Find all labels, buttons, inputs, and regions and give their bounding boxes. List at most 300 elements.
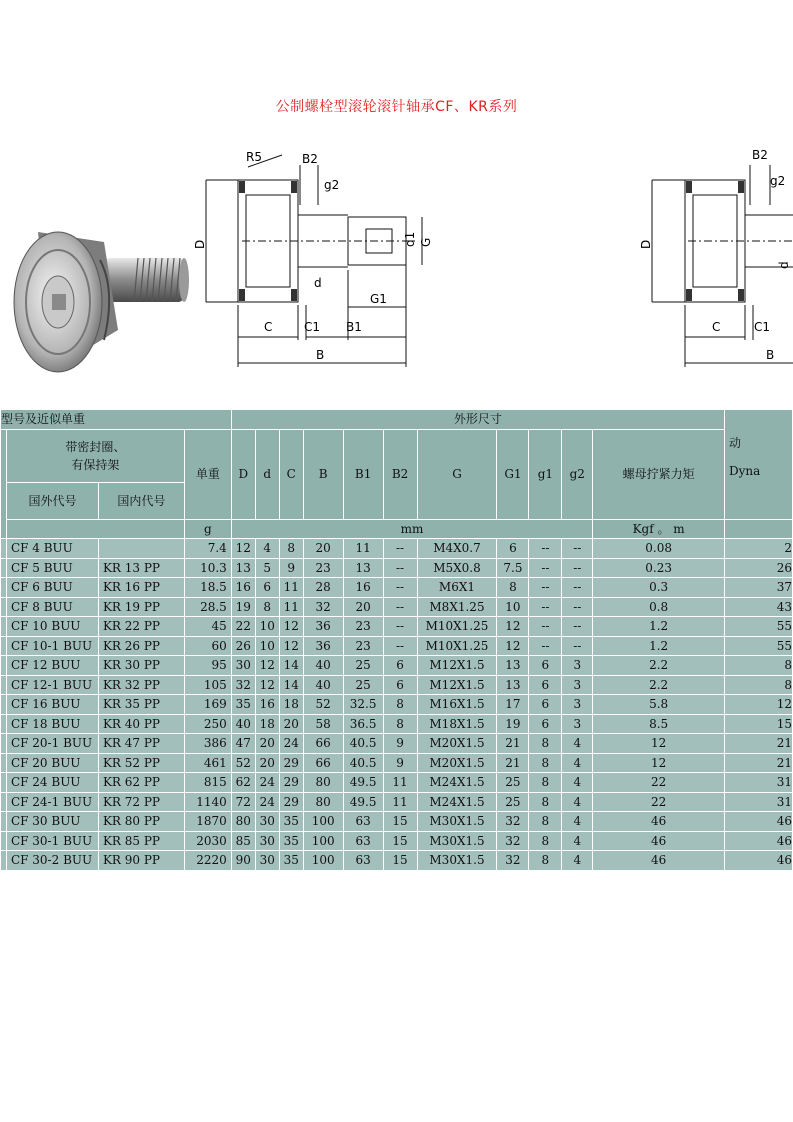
cell-b: 100: [303, 812, 343, 832]
header-col-B1: B1: [343, 429, 383, 519]
cell-g: M6X1: [417, 578, 497, 598]
cell-b1: 63: [343, 831, 383, 851]
cell-g: M18X1.5: [417, 714, 497, 734]
cell-weight: 2030: [184, 831, 231, 851]
cell-b: 66: [303, 734, 343, 754]
cell-g2: 4: [562, 753, 593, 773]
table-row: [1, 675, 793, 695]
cell-b2: --: [383, 578, 417, 598]
label-c1: C1: [304, 320, 321, 334]
alt-label-c1: C1: [754, 320, 771, 334]
cell-torque: 22: [593, 792, 725, 812]
cell-dynamic-load: 2: [725, 539, 793, 559]
header-col-G: G: [417, 429, 497, 519]
cell-foreign-code: CF 30-1 BUU: [6, 831, 98, 851]
page-title: 公制螺栓型滚轮滚针轴承CF、KR系列: [275, 99, 518, 115]
cell-dynamic-load: 26: [725, 558, 793, 578]
cell-torque: 0.3: [593, 578, 725, 598]
cell-b2: 6: [383, 656, 417, 676]
cell-b1: 32.5: [343, 695, 383, 715]
cell-c: 29: [279, 773, 303, 793]
cell-b1: 40.5: [343, 734, 383, 754]
cell-g: M10X1.25: [417, 617, 497, 637]
cell-d: 35: [231, 695, 255, 715]
cell-d: 10: [255, 617, 279, 637]
cell-c: 29: [279, 753, 303, 773]
label-g2: g2: [324, 178, 340, 192]
cell-b: 36: [303, 636, 343, 656]
cell-g1: 13: [497, 656, 529, 676]
cell-b1: 40.5: [343, 753, 383, 773]
table-row: [1, 578, 793, 598]
label-g1: G1: [370, 292, 387, 306]
table-row: [1, 773, 793, 793]
cell-torque: 46: [593, 812, 725, 832]
cell-weight: 7.4: [184, 539, 231, 559]
cell-b2: --: [383, 539, 417, 559]
cell-dynamic-load: 43: [725, 597, 793, 617]
cell-b2: 15: [383, 831, 417, 851]
cell-b: 28: [303, 578, 343, 598]
table-row: [1, 695, 793, 715]
cell-g1: 7.5: [497, 558, 529, 578]
cell-g2: 4: [562, 734, 593, 754]
cell-foreign-code: CF 30-2 BUU: [6, 851, 98, 871]
cell-d: 24: [255, 792, 279, 812]
cell-g2: 4: [562, 792, 593, 812]
cell-b: 100: [303, 831, 343, 851]
cell-b2: 8: [383, 714, 417, 734]
cell-b2: 9: [383, 753, 417, 773]
cell-d: 6: [255, 578, 279, 598]
cell-g1: --: [529, 617, 562, 637]
cell-g: M10X1.25: [417, 636, 497, 656]
cell-g2: --: [562, 597, 593, 617]
cell-d: 26: [231, 636, 255, 656]
cell-b1: 36.5: [343, 714, 383, 734]
cell-b2: 6: [383, 675, 417, 695]
cell-g1: 21: [497, 734, 529, 754]
cell-b2: --: [383, 558, 417, 578]
cell-d: 30: [255, 812, 279, 832]
alt-label-c: C: [712, 320, 721, 334]
header-spacer: [6, 519, 184, 539]
cell-torque: 5.8: [593, 695, 725, 715]
cell-g: M30X1.5: [417, 831, 497, 851]
cell-foreign-code: CF 6 BUU: [6, 578, 98, 598]
cell-g2: --: [562, 636, 593, 656]
cell-b1: 23: [343, 636, 383, 656]
cell-b1: 16: [343, 578, 383, 598]
cell-domestic-code: KR 30 PP: [98, 656, 184, 676]
label-d-outer: D: [193, 239, 207, 249]
cell-g1: 32: [497, 812, 529, 832]
cell-b1: 49.5: [343, 792, 383, 812]
cell-d: 20: [255, 734, 279, 754]
header-dyn-partial: 动 Dyna: [725, 410, 793, 520]
alt-label-b: B: [766, 348, 775, 362]
cell-g: M20X1.5: [417, 734, 497, 754]
cell-b: 40: [303, 656, 343, 676]
cell-g1: --: [529, 578, 562, 598]
header-dims-group: 外形尺寸: [231, 410, 724, 430]
cell-dynamic-load: 55: [725, 636, 793, 656]
cell-d: 90: [231, 851, 255, 871]
table-row: [1, 558, 793, 578]
table-row: [1, 597, 793, 617]
cell-b: 23: [303, 558, 343, 578]
header-foreign-code: 国外代号: [6, 482, 98, 519]
cell-c: 14: [279, 656, 303, 676]
header-torque: 螺母拧紧力矩: [593, 429, 725, 519]
cell-d: 20: [255, 753, 279, 773]
cell-d: 18: [255, 714, 279, 734]
cell-b1: 20: [343, 597, 383, 617]
header-col-D: D: [231, 429, 255, 519]
header-seal: 带密封圈、 有保持架: [6, 429, 184, 482]
cell-b1: 49.5: [343, 773, 383, 793]
cell-dynamic-load: 21: [725, 753, 793, 773]
header-weight-unit: g: [184, 519, 231, 539]
cell-domestic-code: KR 22 PP: [98, 617, 184, 637]
cell-dynamic-load: 37: [725, 578, 793, 598]
cell-c: 20: [279, 714, 303, 734]
cell-g2: 3: [562, 656, 593, 676]
cell-foreign-code: CF 20 BUU: [6, 753, 98, 773]
table-row: [1, 812, 793, 832]
cell-dynamic-load: 46: [725, 831, 793, 851]
cell-g1: 8: [529, 812, 562, 832]
cell-g1: 8: [529, 851, 562, 871]
cell-d: 5: [255, 558, 279, 578]
cell-dynamic-load: 8: [725, 656, 793, 676]
cell-g1: 10: [497, 597, 529, 617]
cell-g1: --: [529, 597, 562, 617]
cell-d: 30: [255, 831, 279, 851]
cell-d: 80: [231, 812, 255, 832]
cell-foreign-code: CF 12-1 BUU: [6, 675, 98, 695]
cell-g2: 3: [562, 675, 593, 695]
header-col-G1: G1: [497, 429, 529, 519]
cell-g: M12X1.5: [417, 656, 497, 676]
cell-b1: 25: [343, 656, 383, 676]
cell-g: M20X1.5: [417, 753, 497, 773]
cell-foreign-code: CF 12 BUU: [6, 656, 98, 676]
cell-weight: 250: [184, 714, 231, 734]
cell-g1: 19: [497, 714, 529, 734]
cell-foreign-code: CF 4 BUU: [6, 539, 98, 559]
cell-weight: 815: [184, 773, 231, 793]
cell-g1: --: [529, 539, 562, 559]
cell-foreign-code: CF 10 BUU: [6, 617, 98, 637]
cell-d: 40: [231, 714, 255, 734]
cell-b2: --: [383, 636, 417, 656]
cell-domestic-code: KR 85 PP: [98, 831, 184, 851]
cell-g1: 8: [529, 831, 562, 851]
cell-b: 20: [303, 539, 343, 559]
cell-b: 58: [303, 714, 343, 734]
cell-g1: --: [529, 636, 562, 656]
cell-g: M16X1.5: [417, 695, 497, 715]
table-row: [1, 636, 793, 656]
cell-d: 30: [231, 656, 255, 676]
cell-domestic-code: KR 72 PP: [98, 792, 184, 812]
cell-b1: 63: [343, 851, 383, 871]
cell-weight: 28.5: [184, 597, 231, 617]
cell-g1: 8: [529, 773, 562, 793]
cell-domestic-code: KR 13 PP: [98, 558, 184, 578]
cell-g1: 8: [529, 753, 562, 773]
cell-domestic-code: KR 26 PP: [98, 636, 184, 656]
cell-dynamic-load: 8: [725, 675, 793, 695]
cell-d: 22: [231, 617, 255, 637]
cell-b: 80: [303, 792, 343, 812]
cell-g: M30X1.5: [417, 851, 497, 871]
cell-domestic-code: KR 32 PP: [98, 675, 184, 695]
cell-b1: 23: [343, 617, 383, 637]
cell-foreign-code: CF 24-1 BUU: [6, 792, 98, 812]
cell-torque: 46: [593, 851, 725, 871]
label-r5: R5: [246, 150, 262, 164]
cell-foreign-code: CF 10-1 BUU: [6, 636, 98, 656]
cell-g: M4X0.7: [417, 539, 497, 559]
cell-weight: 60: [184, 636, 231, 656]
cell-d: 12: [231, 539, 255, 559]
label-c: C: [264, 320, 273, 334]
table-row: [1, 851, 793, 871]
cell-foreign-code: CF 20-1 BUU: [6, 734, 98, 754]
cell-b1: 25: [343, 675, 383, 695]
cell-dynamic-load: 31: [725, 773, 793, 793]
cell-d: 52: [231, 753, 255, 773]
cell-g1: 6: [529, 656, 562, 676]
cell-g1: 6: [529, 675, 562, 695]
cell-g: M24X1.5: [417, 792, 497, 812]
cell-d: 12: [255, 656, 279, 676]
cell-d: 4: [255, 539, 279, 559]
cell-b2: 15: [383, 851, 417, 871]
cell-dynamic-load: 46: [725, 812, 793, 832]
header-model-group: 型号及近似单重: [1, 410, 232, 430]
cross-section-drawing: [186, 145, 433, 375]
header-col-g1: g1: [529, 429, 562, 519]
label-d1: d1: [403, 231, 417, 247]
spec-table-body: [1, 539, 793, 871]
cell-b1: 63: [343, 812, 383, 832]
cell-torque: 12: [593, 753, 725, 773]
cell-b: 36: [303, 617, 343, 637]
cell-domestic-code: KR 47 PP: [98, 734, 184, 754]
alt-label-d-outer: D: [639, 239, 653, 249]
cell-dynamic-load: 15: [725, 714, 793, 734]
cell-d: 13: [231, 558, 255, 578]
cell-c: 18: [279, 695, 303, 715]
cell-g: M12X1.5: [417, 675, 497, 695]
cell-g1: 21: [497, 753, 529, 773]
cell-c: 11: [279, 597, 303, 617]
cell-b: 40: [303, 675, 343, 695]
cell-b2: --: [383, 617, 417, 637]
cell-g1: 25: [497, 792, 529, 812]
cell-c: 14: [279, 675, 303, 695]
table-row: [1, 656, 793, 676]
cell-c: 12: [279, 636, 303, 656]
cell-domestic-code: KR 16 PP: [98, 578, 184, 598]
cell-g2: --: [562, 558, 593, 578]
cell-dynamic-load: 21: [725, 734, 793, 754]
cell-d: 16: [231, 578, 255, 598]
cell-d: 8: [255, 597, 279, 617]
cell-g1: 17: [497, 695, 529, 715]
label-b: B: [316, 348, 325, 362]
cell-foreign-code: CF 16 BUU: [6, 695, 98, 715]
cell-b: 66: [303, 753, 343, 773]
header-col-C: C: [279, 429, 303, 519]
cell-d: 19: [231, 597, 255, 617]
label-g-thread: G: [419, 237, 433, 247]
cell-torque: 0.08: [593, 539, 725, 559]
header-row-2: [1, 429, 793, 482]
header-col-B2: B2: [383, 429, 417, 519]
cell-g2: 3: [562, 714, 593, 734]
header-torque-unit: Kgf 。 m: [593, 519, 725, 539]
cell-g1: 8: [529, 734, 562, 754]
header-domestic-code: 国内代号: [98, 482, 184, 519]
alt-label-d-inner: d: [777, 261, 791, 269]
cell-domestic-code: [98, 539, 184, 559]
cell-weight: 2220: [184, 851, 231, 871]
cell-c: 9: [279, 558, 303, 578]
cell-c: 35: [279, 812, 303, 832]
cell-torque: 1.2: [593, 617, 725, 637]
cell-foreign-code: CF 24 BUU: [6, 773, 98, 793]
cell-foreign-code: CF 18 BUU: [6, 714, 98, 734]
header-weight: 单重: [184, 429, 231, 519]
cell-b: 100: [303, 851, 343, 871]
alt-label-g2: g2: [770, 174, 786, 188]
cell-dynamic-load: 55: [725, 617, 793, 637]
table-row: [1, 734, 793, 754]
cell-d: 47: [231, 734, 255, 754]
header-unit-mm: mm: [231, 519, 592, 539]
cell-weight: 1140: [184, 792, 231, 812]
cell-g1: 6: [529, 714, 562, 734]
cell-b2: 9: [383, 734, 417, 754]
cell-c: 12: [279, 617, 303, 637]
cell-d: 85: [231, 831, 255, 851]
cell-weight: 18.5: [184, 578, 231, 598]
cell-torque: 46: [593, 831, 725, 851]
header-dyn-unit: [725, 519, 793, 539]
table-row: [1, 831, 793, 851]
table-row: [1, 753, 793, 773]
cell-b1: 11: [343, 539, 383, 559]
cell-g: M8X1.25: [417, 597, 497, 617]
cell-d: 30: [255, 851, 279, 871]
cell-torque: 0.23: [593, 558, 725, 578]
cell-g: M30X1.5: [417, 812, 497, 832]
header-col-d: d: [255, 429, 279, 519]
cell-b2: --: [383, 597, 417, 617]
cell-torque: 2.2: [593, 675, 725, 695]
cell-b1: 13: [343, 558, 383, 578]
cell-b: 80: [303, 773, 343, 793]
alt-label-b2: B2: [752, 148, 768, 162]
cell-g1: 6: [497, 539, 529, 559]
cell-dynamic-load: 12: [725, 695, 793, 715]
cell-b2: 11: [383, 773, 417, 793]
cell-g1: 8: [497, 578, 529, 598]
cell-weight: 45: [184, 617, 231, 637]
cell-c: 35: [279, 851, 303, 871]
cell-weight: 386: [184, 734, 231, 754]
cell-weight: 1870: [184, 812, 231, 832]
cell-domestic-code: KR 19 PP: [98, 597, 184, 617]
cell-g1: 32: [497, 851, 529, 871]
label-b2: B2: [302, 152, 318, 166]
cell-g1: 12: [497, 636, 529, 656]
cell-d: 24: [255, 773, 279, 793]
cell-domestic-code: KR 80 PP: [98, 812, 184, 832]
cell-foreign-code: CF 30 BUU: [6, 812, 98, 832]
cell-d: 10: [255, 636, 279, 656]
cell-domestic-code: KR 52 PP: [98, 753, 184, 773]
cell-b2: 8: [383, 695, 417, 715]
cell-g2: 4: [562, 773, 593, 793]
cell-g2: 4: [562, 851, 593, 871]
cell-g1: 6: [529, 695, 562, 715]
cell-g1: 25: [497, 773, 529, 793]
cell-g2: 4: [562, 831, 593, 851]
cell-b: 52: [303, 695, 343, 715]
cell-domestic-code: KR 62 PP: [98, 773, 184, 793]
cell-torque: 12: [593, 734, 725, 754]
cell-b2: 15: [383, 812, 417, 832]
header-row-1: [1, 410, 793, 430]
cell-g2: --: [562, 578, 593, 598]
cell-torque: 22: [593, 773, 725, 793]
cell-g2: 3: [562, 695, 593, 715]
cell-foreign-code: CF 8 BUU: [6, 597, 98, 617]
cell-foreign-code: CF 5 BUU: [6, 558, 98, 578]
cell-dynamic-load: 31: [725, 792, 793, 812]
cell-c: 29: [279, 792, 303, 812]
cell-torque: 0.8: [593, 597, 725, 617]
cell-c: 11: [279, 578, 303, 598]
cell-torque: 1.2: [593, 636, 725, 656]
bearing-photo: [8, 220, 194, 380]
cell-d: 72: [231, 792, 255, 812]
cell-g1: 8: [529, 792, 562, 812]
cell-weight: 95: [184, 656, 231, 676]
table-row: [1, 792, 793, 812]
cell-c: 8: [279, 539, 303, 559]
header-row-4: [1, 519, 793, 539]
cell-weight: 461: [184, 753, 231, 773]
cell-g2: 4: [562, 812, 593, 832]
cell-g1: 13: [497, 675, 529, 695]
cell-g2: --: [562, 539, 593, 559]
cell-b2: 11: [383, 792, 417, 812]
cross-section-drawing-alt: [630, 145, 793, 375]
cell-g2: --: [562, 617, 593, 637]
table-row: [1, 539, 793, 559]
cell-g1: 12: [497, 617, 529, 637]
label-b1: B1: [346, 320, 362, 334]
cell-weight: 10.3: [184, 558, 231, 578]
cell-weight: 105: [184, 675, 231, 695]
table-row: [1, 617, 793, 637]
